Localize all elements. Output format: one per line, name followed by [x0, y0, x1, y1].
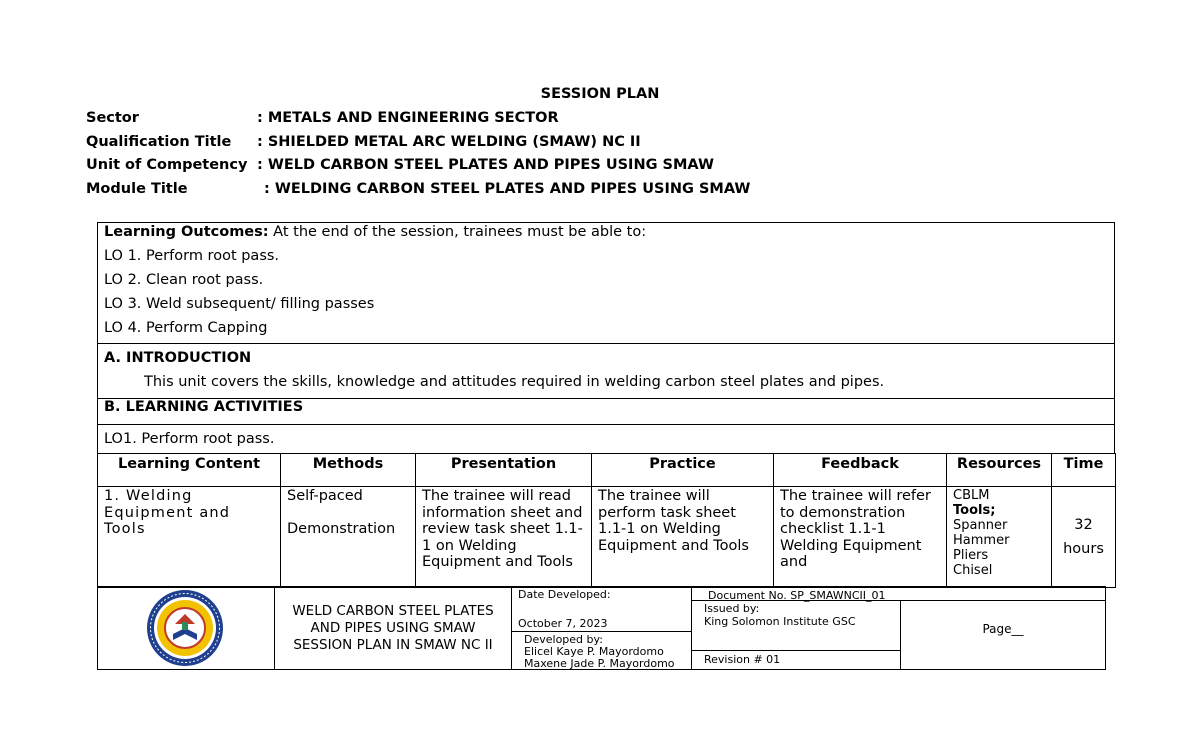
- sector-label: Sector: [86, 110, 139, 126]
- table-header-row: [98, 454, 1116, 487]
- lo-item: LO 2. Clean root pass.: [104, 272, 264, 288]
- activities-table: [97, 453, 1116, 588]
- column-header: Practice: [592, 454, 774, 487]
- resource-item: Pliers: [953, 548, 989, 563]
- date-label: Date Developed:: [518, 588, 611, 601]
- column-header: Presentation: [416, 454, 592, 487]
- time-value: 32: [1074, 517, 1093, 533]
- resource-item: Spanner: [953, 518, 1008, 533]
- lo-item: LO 3. Weld subsequent/ filling passes: [104, 296, 375, 312]
- module-row: [86, 181, 751, 197]
- unit-label: Unit of Competency: [86, 157, 248, 173]
- column-header: Learning Content: [98, 454, 281, 487]
- resource-item: Chisel: [953, 563, 993, 578]
- logo-cell: [98, 587, 275, 669]
- unit-row: [86, 157, 714, 173]
- module-label: Module Title: [86, 181, 188, 197]
- date-value: October 7, 2023: [518, 617, 608, 630]
- practice-cell: The trainee will perform task sheet 1.1-1 on Welding Equipment and Tools: [592, 487, 774, 588]
- resource-item: CBLM: [953, 488, 990, 503]
- module-value: : WELDING CARBON STEEL PLATES AND PIPES USING SMAW: [264, 181, 751, 197]
- unit-value: : WELD CARBON STEEL PLATES AND PIPES USING SMAW: [257, 157, 714, 173]
- issued-label: Issued by:: [704, 602, 760, 615]
- developed-label: Developed by:: [524, 633, 603, 646]
- method-item: Demonstration: [287, 520, 396, 537]
- presentation-cell: The trainee will read information sheet and review task sheet 1.1-1 on Welding Equipment and Tools: [416, 487, 592, 588]
- qualification-value: : SHIELDED METAL ARC WELDING (SMAW) NC II: [257, 134, 641, 150]
- document-title: SESSION PLAN: [540, 86, 660, 102]
- resources-cell: [947, 487, 1052, 588]
- lo-item: LO 1. Perform root pass.: [104, 248, 280, 264]
- learning-outcomes-intro: [104, 224, 646, 240]
- doc-number: Document No. SP_SMAWNCII_01: [708, 589, 886, 602]
- footer-doc-title: WELD CARBON STEEL PLATES AND PIPES USING SMAW SESSION PLAN IN SMAW NC II: [275, 587, 512, 669]
- qualification-row: [86, 134, 641, 150]
- page-cell: [901, 601, 1105, 669]
- revision-label: Revision # 01: [704, 653, 781, 666]
- developer-cell: [512, 632, 692, 669]
- issued-value: King Solomon Institute GSC: [704, 615, 856, 628]
- column-header: Methods: [281, 454, 416, 487]
- institute-seal-icon: [145, 588, 225, 668]
- time-cell: [1052, 487, 1116, 588]
- learning-outcomes-label: Learning Outcomes:: [104, 224, 269, 240]
- column-header: Resources: [947, 454, 1052, 487]
- doc-number-cell: [692, 587, 1105, 601]
- methods-cell: [281, 487, 416, 588]
- method-item: Self-paced: [287, 488, 363, 504]
- developer-name: Elicel Kaye P. Mayordomo: [524, 645, 664, 658]
- sector-row: [86, 110, 559, 126]
- activities-heading: B. LEARNING ACTIVITIES: [104, 399, 304, 415]
- developer-name: Maxene Jade P. Mayordomo: [524, 657, 675, 670]
- introduction-text: This unit covers the skills, knowledge and attitudes required in welding carbon steel plates and pipes.: [144, 374, 885, 390]
- learning-outcomes-text: At the end of the session, trainees must be able to:: [268, 224, 647, 240]
- resource-item: Tools;: [953, 503, 996, 518]
- column-header: Feedback: [774, 454, 947, 487]
- revision-divider: [692, 650, 901, 651]
- table-row: [98, 487, 1116, 588]
- page-label: Page__: [982, 622, 1024, 636]
- lo-item: LO 4. Perform Capping: [104, 320, 268, 336]
- sector-value: : METALS AND ENGINEERING SECTOR: [257, 110, 559, 126]
- lo1-label: LO1. Perform root pass.: [104, 431, 275, 447]
- document-footer: [97, 586, 1106, 670]
- column-header: Time: [1052, 454, 1116, 487]
- feedback-cell: The trainee will refer to demonstration checklist 1.1-1 Welding Equipment and: [774, 487, 947, 588]
- learning-content-cell: 1. Welding Equipment and Tools: [98, 487, 281, 588]
- resource-item: Hammer: [953, 533, 1010, 548]
- introduction-heading: A. INTRODUCTION: [104, 350, 252, 366]
- qualification-label: Qualification Title: [86, 134, 232, 150]
- date-cell: [512, 587, 692, 632]
- time-unit: hours: [1063, 541, 1104, 557]
